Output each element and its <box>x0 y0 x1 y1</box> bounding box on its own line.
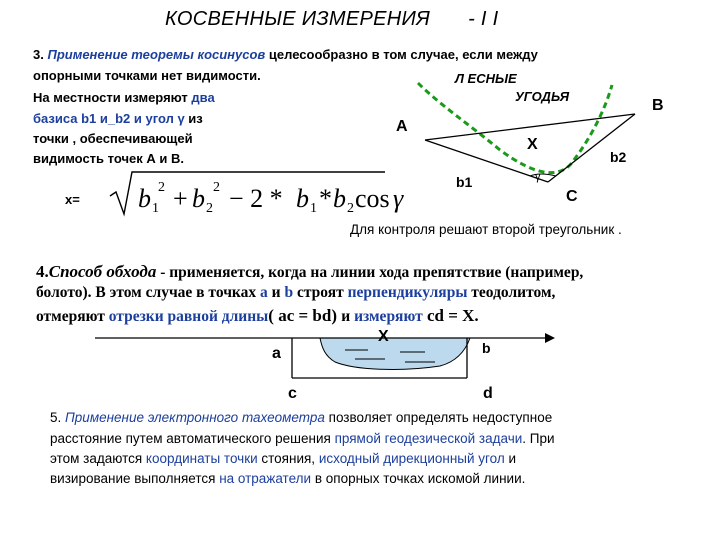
svg-text:b: b <box>138 184 151 213</box>
section4-line2-and: и <box>267 284 285 301</box>
svg-text:b: b <box>296 184 309 213</box>
control-note: Для контроля решают второй треугольник . <box>350 222 622 237</box>
section3-line1-rest: целесообразно в том случае, если между <box>265 47 538 62</box>
distance-x-label: X <box>378 328 389 345</box>
point-b-label: B <box>652 97 664 114</box>
formula-lhs: x= <box>65 192 80 207</box>
point-b-label-2: b <box>482 340 491 356</box>
section4-perpendiculars: перпендикуляры <box>347 284 468 301</box>
svg-text:2: 2 <box>213 180 220 195</box>
svg-text:2: 2 <box>158 180 165 195</box>
svg-text:− 2 *: − 2 * <box>229 184 283 213</box>
section3-line2: опорными точками нет видимости. <box>33 68 261 83</box>
section4-line1-rest: - применяется, когда на линии хода препятствие (например, <box>156 264 584 281</box>
section5-direction-angle: исходный дирекционный угол <box>318 451 505 466</box>
svg-text:cos: cos <box>355 184 390 213</box>
point-a-label: A <box>396 118 408 135</box>
section4-line2-mid: строят <box>293 284 348 301</box>
cosine-theorem-term: Применение теоремы косинусов <box>47 47 266 62</box>
svg-text:+: + <box>173 184 188 213</box>
section4-method-name: Способ обхода <box>48 262 157 281</box>
section4-line2-start: болото). В этом случае в точках <box>36 284 261 301</box>
section5-line1-rest: позволяет определять недоступное <box>324 410 553 425</box>
section5-number: 5. <box>50 410 66 425</box>
section3-line4-rest: из <box>184 111 203 126</box>
section3-line3-blue: два <box>191 90 215 105</box>
forest-label-2: УГОДЬЯ <box>515 89 570 104</box>
title-main: КОСВЕННЫЕ ИЗМЕРЕНИЯ <box>165 8 431 30</box>
section3-bases-angle: базиса b1 и_b2 и угол γ <box>33 111 185 126</box>
section5-line3-end: и <box>504 451 517 466</box>
side-b1-label: b1 <box>456 174 473 190</box>
section5-coordinates: координаты точки <box>145 451 258 466</box>
forest-label-1: Л ЕСНЫЕ <box>455 71 517 86</box>
section4-number: 4. <box>36 262 49 281</box>
section3-number: 3. <box>33 47 48 62</box>
section5-line3-start: этом задаются <box>50 451 146 466</box>
section3-line5: точки , обеспечивающей <box>33 131 193 146</box>
section5-line4 <box>50 471 525 486</box>
point-d-label-2: d <box>483 385 493 402</box>
section3-line3-text: На местности измеряют <box>33 90 192 105</box>
arrow-head <box>545 333 555 343</box>
section4-point-b: b <box>284 284 294 301</box>
svg-text:1: 1 <box>310 201 317 216</box>
point-a-label-2: a <box>272 345 281 362</box>
section4-line3-start: отмеряют <box>36 308 109 325</box>
section4-line2-end: теодолитом, <box>467 284 556 301</box>
section5-tacheometer: Применение электронного тахеометра <box>65 410 325 425</box>
section5-line2 <box>50 431 555 446</box>
svg-text:γ: γ <box>393 184 404 213</box>
section5-line2-start: расстояние путем автоматического решения <box>50 431 335 446</box>
section4-point-a: а <box>260 284 268 301</box>
section5-line4-end: в опорных точках искомой линии. <box>311 471 526 486</box>
svg-text:*: * <box>319 184 332 213</box>
section5-reflectors: на отражатели <box>219 471 312 486</box>
section4-line3-and: и <box>341 308 355 325</box>
svg-text:1: 1 <box>152 201 159 216</box>
svg-text:2: 2 <box>206 201 213 216</box>
point-c-label-2: c <box>288 385 297 402</box>
swamp-area <box>320 338 470 369</box>
section5-line3 <box>50 451 516 466</box>
section4-cd-equals-x: cd = X. <box>422 306 479 325</box>
section5-line3-mid: стояния, <box>257 451 319 466</box>
point-c-label: C <box>566 188 578 205</box>
svg-text:b: b <box>192 184 205 213</box>
section4-equal-segments: отрезки равной длины <box>108 308 269 325</box>
section5-line1 <box>50 410 552 425</box>
section5-line2-end: . При <box>522 431 555 446</box>
side-x-label: X <box>527 136 538 153</box>
section5-line4-start: визирование выполняется <box>50 471 220 486</box>
section3-line6: видимость точек А и В. <box>33 151 184 166</box>
svg-text:b: b <box>333 184 346 213</box>
side-b2-label: b2 <box>610 149 627 165</box>
angle-gamma-label: γ <box>535 171 541 183</box>
svg-text:2: 2 <box>347 201 354 216</box>
section4-equation: ( ac = bd) <box>268 306 342 325</box>
section5-geodetic-problem: прямой геодезической задачи <box>334 431 523 446</box>
section4-measure: измеряют <box>354 308 423 325</box>
title-suffix: - I I <box>468 8 499 30</box>
